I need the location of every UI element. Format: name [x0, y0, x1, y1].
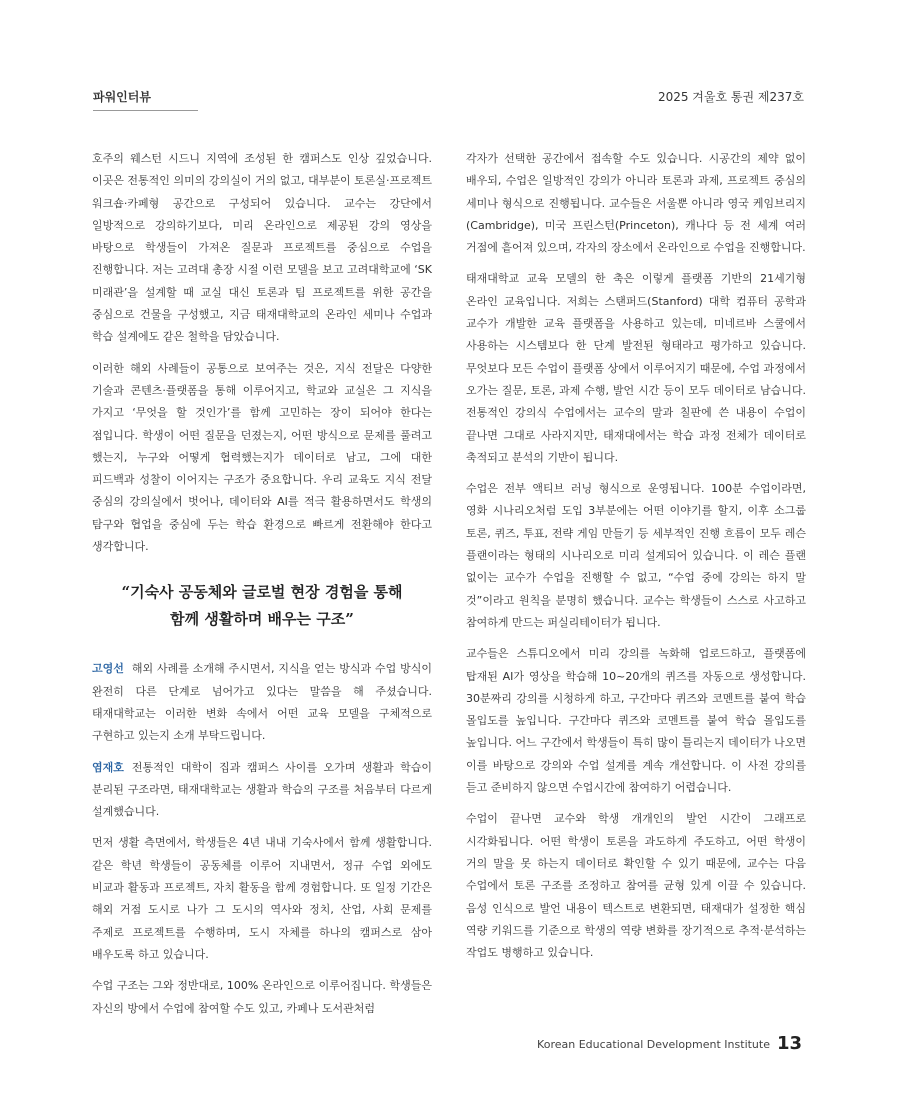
- issue-label: 2025 겨울호 통권 제237호: [657, 90, 804, 104]
- paragraph: 수업은 전부 액티브 러닝 형식으로 운영됩니다. 100분 수업이라면, 영화 시나리오처럼 도입 3부분에는 어떤 이야기를 할지, 이후 소그룹 토론, 퀴즈, 투표, 전략 게임 만들기 등 세부적인 진행 흐름이 모두 레슨 플랜이라는 형태의 시나리오로 미리 설계되어 있습니다. 이 레슨 플랜 없이는 교수가 수업을 진행할 수 없고, “수업 중에 강의는 하지 말 것”이라고 원칙을 분명히 했습니다. 교수는 학생들이 스스로 사고하고 참여하게 만드는 퍼실리테이터가 됩니다.: [466, 482, 806, 629]
- section-label: 파워인터뷰: [93, 88, 198, 111]
- pull-quote-line: 함께 생활하며 배우는 구조”: [170, 610, 354, 629]
- right-column: [466, 148, 806, 973]
- interviewer-name: 고영선: [92, 662, 124, 676]
- paragraph: 이러한 해외 사례들이 공통으로 보여주는 것은, 지식 전달은 다양한 기술과 콘텐츠·플랫폼을 통해 이루어지고, 학교와 교실은 그 지식을 가지고 ‘무엇을 할 것인가’를 함께 고민하는 장이 되어야 한다는 점입니다. 학생이 어떤 질문을 던졌는지, 어떤 방식으로 문제를 풀려고 했는지, 누구와 어떻게 협력했는지가 데이터로 남고, 그에 대한 피드백과 성찰이 이어지는 구조가 중요합니다. 우리 교육도 지식 전달 중심의 강의실에서 벗어나, 데이터와 AI를 적극 활용하면서도 학생의 탐구와 협업을 중심에 두는 학습 환경으로 빠르게 전환해야 한다고 생각합니다.: [92, 361, 432, 554]
- pull-quote-line: “기숙사 공동체와 글로벌 현장 경험을 통해: [121, 583, 403, 602]
- interview-question: [92, 658, 432, 747]
- paragraph: 호주의 웨스턴 시드니 지역에 조성된 한 캠퍼스도 인상 깊었습니다. 이곳은 전통적인 의미의 강의실이 거의 없고, 대부분이 토론실·프로젝트 워크숍·카페형 공간으로 구성되어 있습니다. 교수는 강단에서 일방적으로 강의하기보다, 미리 온라인으로 제공된 강의 영상을 바탕으로 학생들이 가져온 질문과 프로젝트를 중심으로 수업을 진행합니다. 저는 고려대 총장 시절 이런 모델을 보고 고려대학교에 ‘SK 미래관’을 설계할 때 교실 대신 토론과 팀 프로젝트를 위한 공간을 중심으로 건물을 구성했고, 지금 태재대학교의 온라인 세미나 수업과 학습 설계에도 같은 철학을 담았습니다.: [92, 152, 432, 344]
- paragraph: 각자가 선택한 공간에서 접속할 수도 있습니다. 시공간의 제약 없이 배우되, 수업은 일방적인 강의가 아니라 토론과 과제, 프로젝트 중심의 세미나 형식으로 진행됩니다. 교수들은 서울뿐 아니라 영국 케임브리지(Cambridge), 미국 프린스턴(Princeton), 캐나다 등 전 세계 여러 거점에 흩어져 있으며, 각자의 장소에서 온라인으로 수업을 진행합니다.: [466, 152, 806, 255]
- paragraph: 태재대학교 교육 모델의 한 축은 이렇게 플랫폼 기반의 21세기형 온라인 교육입니다. 저희는 스탠퍼드(Stanford) 대학 컴퓨터 공학과 교수가 개발한 교육 플랫폼을 사용하고 있는데, 미네르바 스쿨에서 사용하는 시스템보다 한 단계 발전된 형태라고 평가하고 있습니다. 무엇보다 모든 수업이 플랫폼 상에서 이루어지기 때문에, 수업 과정에서 오가는 질문, 토론, 과제 수행, 발언 시간 등이 모두 데이터로 남습니다. 전통적인 강의식 수업에서는 교수의 말과 칠판에 쓴 내용이 수업이 끝나면 그대로 사라지지만, 태재대에서는 학습 과정 전체가 데이터로 축적되고 분석의 기반이 됩니다.: [466, 272, 806, 464]
- paragraph: 수업 구조는 그와 정반대로, 100% 온라인으로 이루어집니다. 학생들은 자신의 방에서 수업에 참여할 수도 있고, 카페나 도서관처럼: [92, 979, 432, 1015]
- interviewee-name: 염재호: [92, 760, 124, 774]
- interview-answer: [92, 757, 432, 824]
- pull-quote: [92, 579, 432, 633]
- left-column: [92, 148, 432, 1029]
- question-text: 해외 사례를 소개해 주시면서, 지식을 얻는 방식과 수업 방식이 완전히 다른 단계로 넘어가고 있다는 말씀을 해 주셨습니다. 태재대학교는 이러한 변화 속에서 어떤 교육 모델을 구체적으로 구현하고 있는지 소개 부탁드립니다.: [92, 662, 432, 743]
- answer-text: 전통적인 대학이 집과 캠퍼스 사이를 오가며 생활과 학습이 분리된 구조라면, 태재대학교는 생활과 학습의 구조를 처음부터 다르게 설계했습니다.: [92, 760, 432, 819]
- paragraph: 먼저 생활 측면에서, 학생들은 4년 내내 기숙사에서 함께 생활합니다. 같은 학년 학생들이 공동체를 이루어 지내면서, 정규 수업 외에도 비교과 활동과 프로젝트, 자치 활동을 함께 경험합니다. 또 일정 기간은 해외 거점 도시로 나가 그 도시의 역사와 정치, 산업, 사회 문제를 주제로 프로젝트를 수행하며, 도시 자체를 하나의 캠퍼스로 삼아 배우도록 하고 있습니다.: [92, 836, 432, 961]
- paragraph: 교수들은 스튜디오에서 미리 강의를 녹화해 업로드하고, 플랫폼에 탑재된 AI가 영상을 학습해 10~20개의 퀴즈를 자동으로 생성합니다. 30분짜리 강의를 시청하게 하고, 구간마다 퀴즈와 코멘트를 붙여 학습 몰입도를 높입니다. 구간마다 퀴즈와 코멘트를 붙여 학습 몰입도를 높입니다. 어느 구간에서 학생들이 특히 많이 틀리는지 데이터가 나오면 이를 바탕으로 강의와 수업 설계를 계속 개선합니다. 이 사전 강의를 듣고 준비하지 않으면 수업시간에 참여하기 어렵습니다.: [466, 647, 806, 795]
- page-number: 13: [776, 1033, 802, 1054]
- footer-institute: Korean Educational Development Institute: [537, 1038, 770, 1051]
- paragraph: 수업이 끝나면 교수와 학생 개개인의 발언 시간이 그래프로 시각화됩니다. 어떤 학생이 토론을 과도하게 주도하고, 어떤 학생이 거의 말을 못 하는지 데이터로 확인할 수 있기 때문에, 교수는 다음 수업에서 토론 구조를 조정하고 참여를 균형 있게 이끌 수 있습니다. 음성 인식으로 발언 내용이 텍스트로 변환되면, 태재대가 설정한 핵심 역량 키워드를 기준으로 학생의 역량 변화를 장기적으로 추적·분석하는 작업도 병행하고 있습니다.: [466, 812, 806, 960]
